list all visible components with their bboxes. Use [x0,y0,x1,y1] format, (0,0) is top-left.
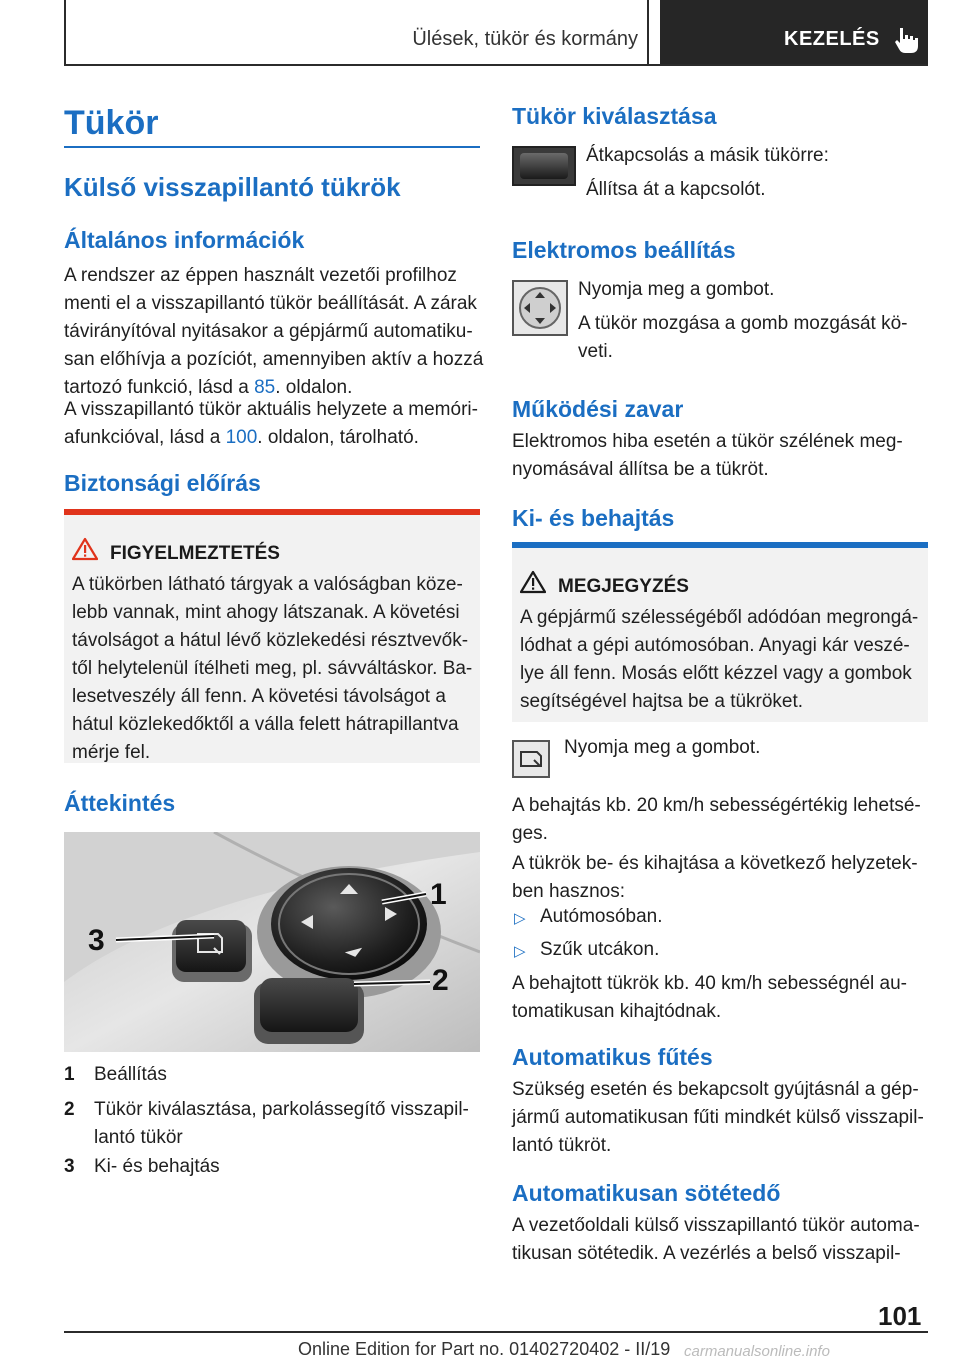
title-rule [64,146,480,148]
heading-safety: Biztonsági előírás [64,470,261,496]
note-accent-rule [512,542,928,548]
adjust-pad-icon [512,280,568,336]
note-text: A gépjármű szélességéből adódóan megrongá- lódhat a gépi autómosóban. Anyagi kár veszé- lye áll fenn. Mosás előtt kézzel vagy a gombok segítségével hajtsa be a tükröket. [520,607,919,712]
footer-rule [64,1331,928,1333]
fold-speed-text: A behajtás kb. 20 km/h sebességértékig lehetsé- ges. [512,795,921,844]
mirror-controls-illustration [64,832,480,1052]
bullet-item: Autómosóban. [540,906,663,927]
note-triangle-icon [520,570,546,594]
footer-edition: Online Edition for Part no. 01402720402 - II/19 [298,1339,671,1359]
pointing-hand-icon [892,26,920,54]
general-info-paragraph-1: A rendszer az éppen használt vezetői profilhoz menti el a visszapillantó tükör beállítását. A zárak távirányítóval nyitásakor a gépjármű automatiku- san előhívja a pozíciót, amennyiben aktív a hozzá tartozó funkció, lásd a 85. oldalon. [64,265,484,398]
header-section-title: Ülések, tükör és kormány [412,28,638,50]
photo-label-1: 1 [430,878,447,911]
fold-button-icon [512,740,550,778]
photo-label-3: 3 [88,924,105,957]
heading-general-info: Általános információk [64,227,305,253]
legend-number: 2 [64,1099,75,1120]
page-link-85[interactable]: 85 [254,377,276,398]
fold-useful-text: A tükrök be- és kihajtása a következő helyzetek- ben hasznos: [512,853,918,902]
heating-text: Szükség esetén és bekapcsolt gyújtásnál a gép- jármű automatikusan fűti mindkét külső visszapil- lantó tükröt. [512,1079,924,1156]
page-title: Tükör [64,104,159,142]
heading-overview: Áttekintés [64,790,176,816]
general-info-paragraph-2: A visszapillantó tükör aktuális helyzete a memóri- afunkcióval, lásd a 100. oldalon, tárolható. [64,399,478,448]
warning-text: A tükörben látható tárgyak a valóságban köze- lebb vannak, mint ahogy látszanak. A követési távolságot a hátul lévő közlekedési résztvevők- től helytelenül ítélheti meg, pl. sávváltáskor. Ba- lesetveszély áll fenn. A követési távolságot a hátul közlekedőktől a válla felett hátrapillantva mérje fel. [72,574,473,763]
bullet-icon: ▷ [514,910,526,927]
legend-number: 3 [64,1156,75,1177]
legend-text: Tükör kiválasztása, parkolássegítő visszapil- lantó tükör [94,1099,469,1148]
heading-auto-heating: Automatikus fűtés [512,1044,713,1070]
warning-title: FIGYELMEZTETÉS [110,543,280,564]
note-title: MEGJEGYZÉS [558,576,689,597]
heading-electric-adjust: Elektromos beállítás [512,237,736,263]
electric-adjust-text: Nyomja meg a gombot. A tükör mozgása a gomb mozgását kö- veti. [578,279,908,362]
page-number: 101 [878,1301,922,1331]
heading-mirror-select: Tükör kiválasztása [512,103,717,129]
page-link-100[interactable]: 100 [225,427,258,448]
legend-text: Beállítás [94,1064,167,1085]
watermark-logo: carmanualsonline.info [684,1343,830,1360]
malfunction-text: Elektromos hiba esetén a tükör szélének meg- nyomásával állítsa be a tükröt. [512,431,903,480]
header-chapter-title: KEZELÉS [784,28,880,50]
heading-auto-dimming: Automatikusan sötétedő [512,1180,781,1206]
bullet-icon: ▷ [514,943,526,960]
photo-label-2: 2 [432,964,449,997]
header-rule [64,64,928,66]
note-box [512,542,928,722]
warning-triangle-icon [72,537,98,561]
mirror-select-text: Átkapcsolás a másik tükörre: Állítsa át a kapcsolót. [586,145,829,200]
heading-fold: Ki- és behajtás [512,505,675,531]
fold-auto-unfold-text: A behajtott tükrök kb. 40 km/h sebességnél au- tomatikusan kihajtódnak. [512,973,908,1022]
warning-box [64,509,480,763]
mirror-select-switch-icon [512,146,576,186]
heading-external-mirrors: Külső visszapillantó tükrök [64,172,401,202]
mirror-controls-photo [64,832,480,1052]
dimming-text: A vezetőoldali külső visszapillantó tükör automa- tikusan sötétedik. A vezérlés a belső visszapil- [512,1215,920,1264]
legend-text: Ki- és behajtás [94,1156,220,1177]
legend-number: 1 [64,1064,75,1085]
bullet-item: Szűk utcákon. [540,939,660,960]
heading-malfunction: Működési zavar [512,396,684,422]
fold-press-text: Nyomja meg a gombot. [564,737,761,758]
